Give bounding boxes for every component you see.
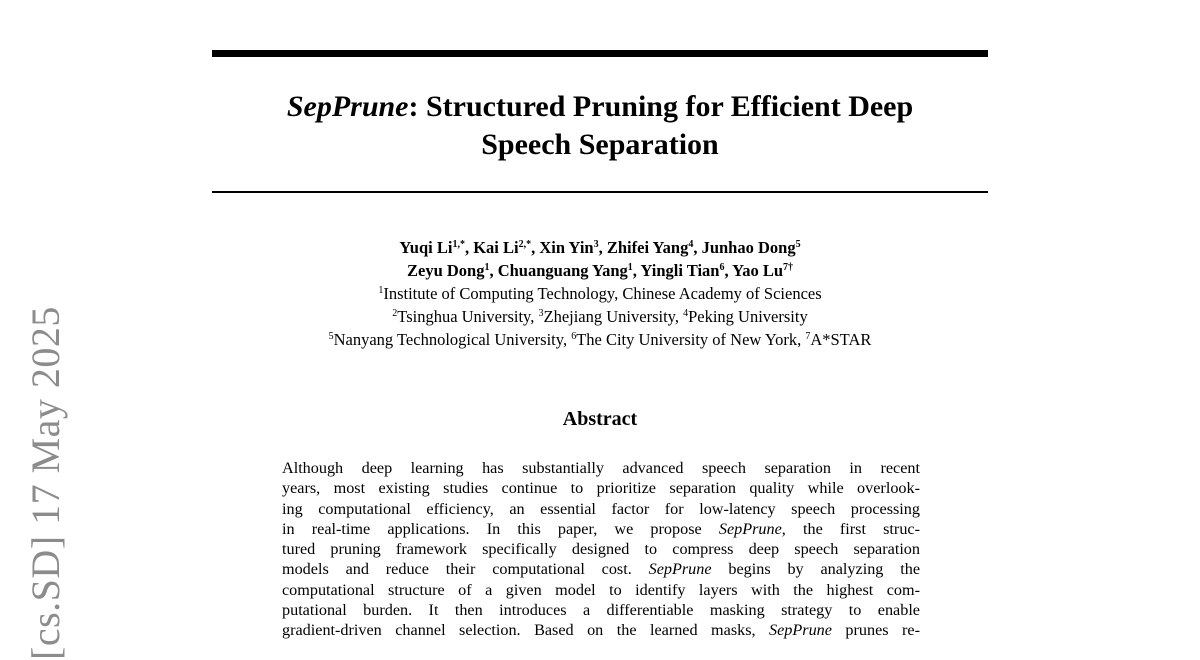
abstract-line <box>282 559 920 579</box>
abstract-text-segment: gradient-driven channel selection. Based on the learned masks, <box>282 621 770 640</box>
affiliation-number: 3 <box>538 308 544 319</box>
affiliation-number: 7 <box>805 331 811 342</box>
affiliation-name: Institute of Computing Technology, Chinese Academy of Sciences <box>383 284 822 303</box>
author-affiliation-mark: 1 <box>627 262 633 273</box>
title-method-name: SepPrune <box>286 90 409 123</box>
abstract-method-name: SepPrune <box>769 621 832 640</box>
author-affiliation-mark: 1,* <box>452 239 465 250</box>
author-name: Junhao Dong <box>701 238 796 257</box>
affiliation-number: 6 <box>571 331 577 342</box>
abstract-line <box>282 600 920 620</box>
author-names-line-2: Zeyu Dong$^1$, Chuanguang Yang$^1$, Yingli Tian$^6$, Yao $Lu^{7\dagger}$ <box>406 261 794 280</box>
abstract-text-segment: putational burden. It then introduces a differentiable masking strategy to enable <box>282 601 920 620</box>
abstract-text <box>282 458 920 641</box>
author-name: Zhifei Yang <box>606 238 689 257</box>
abstract-text-segment: computational structure of a given model to identify layers with the highest com- <box>282 580 920 599</box>
author-affiliation-mark: 6 <box>719 262 725 273</box>
author-name: Yao Lu <box>732 261 784 280</box>
abstract-text-segment: begins by analyzing the <box>711 560 920 579</box>
abstract-method-name: SepPrune <box>718 519 782 538</box>
arxiv-side-stamp: [cs.SD] 17 May 2025 <box>23 306 68 660</box>
author-names-line-1: Yuqi $Li^{1,*}$, Kai $Li^{2,*}$, Xin Yin$^3$, Zhifei Yang$^4$, Junhao Dong$^5$ <box>399 238 801 257</box>
abstract-text-segment: prunes re- <box>831 621 920 640</box>
abstract-text-segment: in real-time applications. In this paper, we propose <box>282 519 719 538</box>
affiliation-name: Tsinghua University <box>397 307 531 326</box>
abstract-line <box>282 519 920 539</box>
abstract-text-segment: tured pruning framework specifically designed to compress deep speech separation <box>282 540 920 559</box>
title-bottom-rule <box>212 191 988 193</box>
affiliation-line-1 <box>212 282 988 305</box>
author-block <box>212 236 988 351</box>
title-line2: Speech Separation <box>481 128 719 161</box>
affiliation-name: A*STAR <box>810 330 872 349</box>
abstract-line <box>282 580 920 600</box>
author-name: Chuanguang Yang <box>497 261 628 280</box>
affiliation-number: 4 <box>683 308 689 319</box>
abstract-line <box>282 539 920 559</box>
author-name: Yingli Tian <box>640 261 720 280</box>
author-affiliation-mark: 3 <box>593 239 599 250</box>
paper-title <box>212 88 988 164</box>
author-name: Xin Yin <box>539 238 594 257</box>
author-name: Yuqi Li <box>399 238 453 257</box>
affiliation-line-3: $^5$Nanyang Technological University, $^6$The City University of New York, $^7$A*STAR <box>328 330 872 349</box>
abstract-line <box>282 478 920 498</box>
abstract-line <box>282 458 920 478</box>
abstract-line <box>282 620 920 640</box>
abstract-method-name: SepPrune <box>648 560 712 579</box>
author-name: Zeyu Dong <box>406 261 485 280</box>
author-affiliation-mark: 7† <box>783 262 794 273</box>
author-affiliation-mark: 1 <box>484 262 490 273</box>
affiliation-number: 5 <box>328 331 334 342</box>
affiliation-name: Peking University <box>688 307 808 326</box>
title-line1-rest: : Structured Pruning for Efficient Deep <box>408 90 914 123</box>
affiliation-line-2: $^2$Tsinghua University, $^3$Zhejiang University, $^4$Peking University <box>392 307 808 326</box>
abstract-heading: Abstract <box>562 408 638 430</box>
affiliation-name: Nanyang Technological University <box>333 330 563 349</box>
author-affiliation-mark: 5 <box>795 239 801 250</box>
abstract-text-segment: ing computational efficiency, an essential factor for low-latency speech processing <box>282 499 920 518</box>
abstract-text-segment: Although deep learning has substantially advanced speech separation in recent <box>282 459 920 477</box>
affiliation-name: The City University of New York <box>576 330 798 349</box>
author-affiliation-mark: 2,* <box>518 239 532 250</box>
abstract-text-segment: models and reduce their computational cost. <box>282 560 649 579</box>
abstract-text-segment: years, most existing studies continue to prioritize separation quality while overlook- <box>282 479 920 498</box>
author-affiliation-mark: 4 <box>688 239 694 250</box>
affiliation-number: 1 <box>378 285 384 296</box>
affiliation-number: 2 <box>392 308 398 319</box>
affiliation-name: Zhejiang University <box>543 307 675 326</box>
abstract-text-segment: , the first struc- <box>781 519 920 538</box>
abstract-line <box>282 499 920 519</box>
author-name: Kai Li <box>473 238 519 257</box>
title-top-rule <box>212 50 988 57</box>
